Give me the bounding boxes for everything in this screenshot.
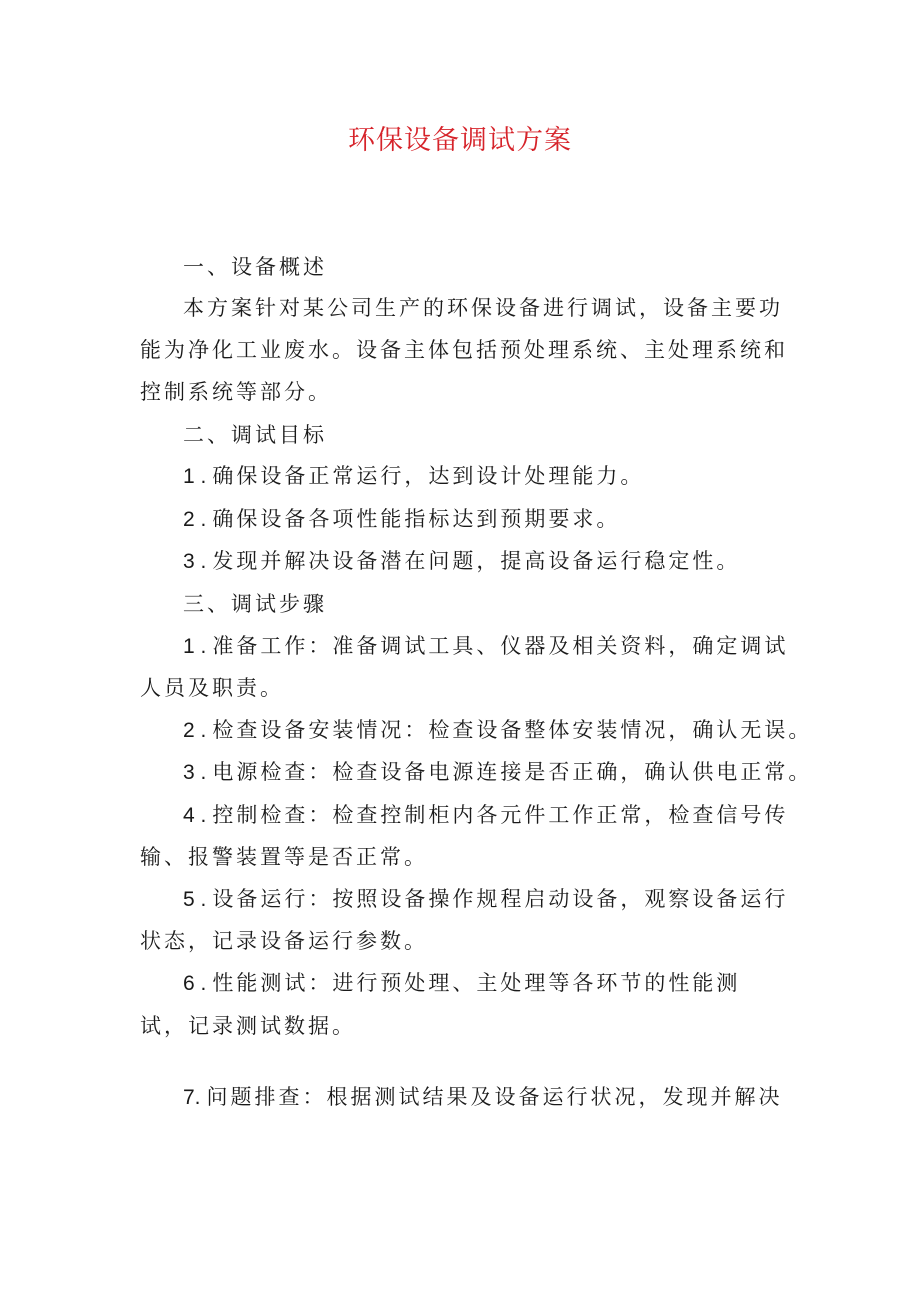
list-number: 1 . [183, 465, 207, 488]
list-item [183, 969, 740, 998]
list-text: 问题排查：根据测试结果及设备运行状况，发现并解决 [206, 1085, 783, 1109]
list-text: 发现并解决设备潜在问题，提高设备运行稳定性。 [212, 549, 741, 573]
list-item [183, 632, 788, 661]
list-item-continuation: 试，记录测试数据。 [140, 1014, 356, 1038]
list-text: 设备运行：按照设备操作规程启动设备，观察设备运行 [212, 887, 789, 911]
list-item [183, 758, 812, 787]
list-item [183, 885, 788, 914]
list-number: 7. [183, 1086, 201, 1109]
section-heading-steps: 三、调试步骤 [183, 592, 327, 616]
list-item-continuation: 人员及职责。 [140, 676, 284, 700]
list-item [183, 505, 620, 534]
list-number: 1 . [183, 635, 207, 658]
section-heading-goals: 二、调试目标 [183, 423, 327, 447]
list-text: 控制检查：检查控制柜内各元件工作正常，检查信号传 [212, 803, 789, 827]
list-number: 3 . [183, 550, 207, 573]
list-text: 确保设备正常运行，达到设计处理能力。 [212, 464, 645, 488]
list-item [183, 801, 788, 830]
list-text: 检查设备安装情况：检查设备整体安装情况，确认无误。 [212, 718, 813, 742]
list-item [183, 1083, 783, 1112]
paragraph-line: 本方案针对某公司生产的环保设备进行调试，设备主要功 [183, 296, 783, 320]
list-number: 3 . [183, 761, 207, 784]
paragraph-line: 能为净化工业废水。设备主体包括预处理系统、主处理系统和 [140, 338, 788, 362]
list-text: 电源检查：检查设备电源连接是否正确，确认供电正常。 [212, 760, 813, 784]
list-text: 确保设备各项性能指标达到预期要求。 [212, 507, 621, 531]
paragraph-line: 控制系统等部分。 [140, 380, 332, 404]
list-item-continuation: 状态，记录设备运行参数。 [140, 929, 428, 953]
list-number: 4 . [183, 804, 207, 827]
list-item-continuation: 输、报警装置等是否正常。 [140, 845, 428, 869]
list-number: 2 . [183, 719, 207, 742]
list-item [183, 462, 644, 491]
list-number: 6 . [183, 972, 207, 995]
list-text: 准备工作：准备调试工具、仪器及相关资料，确定调试 [212, 634, 789, 658]
section-heading-overview: 一、设备概述 [183, 255, 327, 279]
list-item [183, 547, 740, 576]
list-text: 性能测试：进行预处理、主处理等各环节的性能测 [212, 971, 741, 995]
list-number: 5 . [183, 888, 207, 911]
list-item [183, 716, 812, 745]
page-title: 环保设备调试方案 [348, 125, 572, 156]
list-number: 2 . [183, 508, 207, 531]
